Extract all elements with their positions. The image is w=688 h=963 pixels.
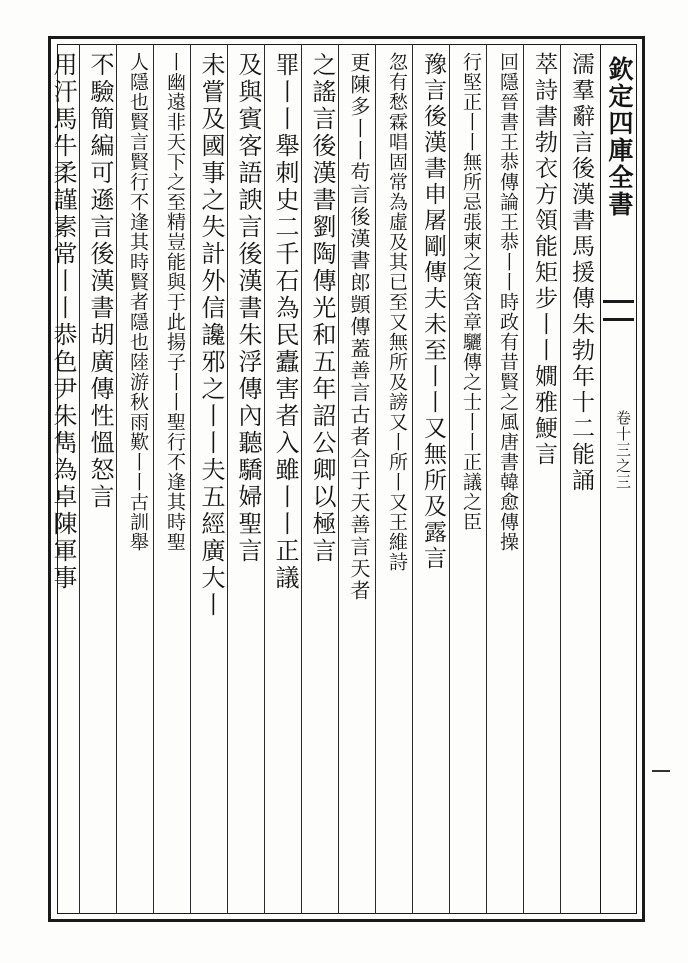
text-column-3: 回隱晉書王恭傳論王恭丨丨時政有昔賢之風唐書韓愈傳操: [497, 52, 519, 552]
text-column-2: 萃詩書勃衣方領能矩步丨丨嫺雅鯁言: [531, 52, 557, 468]
text-column-13: 人隱也賢言賢行不逢其時賢者隱也陸游秋雨歎丨丨古訓舉: [127, 52, 149, 552]
fishtail-mark-lower: [603, 318, 634, 321]
text-column-8: 之謠言後漢書劉陶傳光和五年詔公卿以極言: [308, 52, 336, 565]
volume-label: 卷十三之三: [614, 410, 632, 490]
running-title: 欽定四庫全書: [605, 56, 634, 218]
text-column-4: 行堅正丨丨無所忌張柬之策含章驪傳之士丨丨正議之臣: [460, 52, 482, 532]
text-column-12: 丨幽遠非天下之至精豈能與于此揚子丨丨聖行不逢其時聖: [164, 52, 186, 552]
text-column-9: 罪丨丨舉刺史二千石為民蠹害者入雖丨丨正議: [271, 52, 299, 592]
text-column-14: 不驗簡編可遜言後漢書胡廣傳性慍怒言: [86, 52, 114, 511]
edge-mark: [652, 770, 670, 772]
text-column-10: 及與賓客語諛言後漢書朱浮傳內聽驕婦聖言: [234, 52, 262, 565]
text-column-1: 濡羣辭言後漢書馬援傳朱勃年十二能誦: [568, 52, 594, 494]
text-column-11: 未嘗及國事之失計外信讒邪之丨丨夫五經廣大丨: [197, 52, 225, 619]
text-column-7: 更陳多丨丨苟言後漢書郎顗傳蓋善言古者合于天善言天者: [347, 52, 371, 602]
text-column-5: 豫言後漢書申屠剛傳夫未至丨丨又無所及露言: [420, 52, 446, 572]
text-column-6: 忽有愁霖唱固常為虛及其已至又無所及謗又丨所丨又王維詩: [386, 52, 408, 572]
text-column-15: 用汗馬牛柔謹素常丨丨恭色尹朱雋為卓陳軍事: [49, 52, 77, 592]
fishtail-mark-upper: [603, 300, 634, 303]
